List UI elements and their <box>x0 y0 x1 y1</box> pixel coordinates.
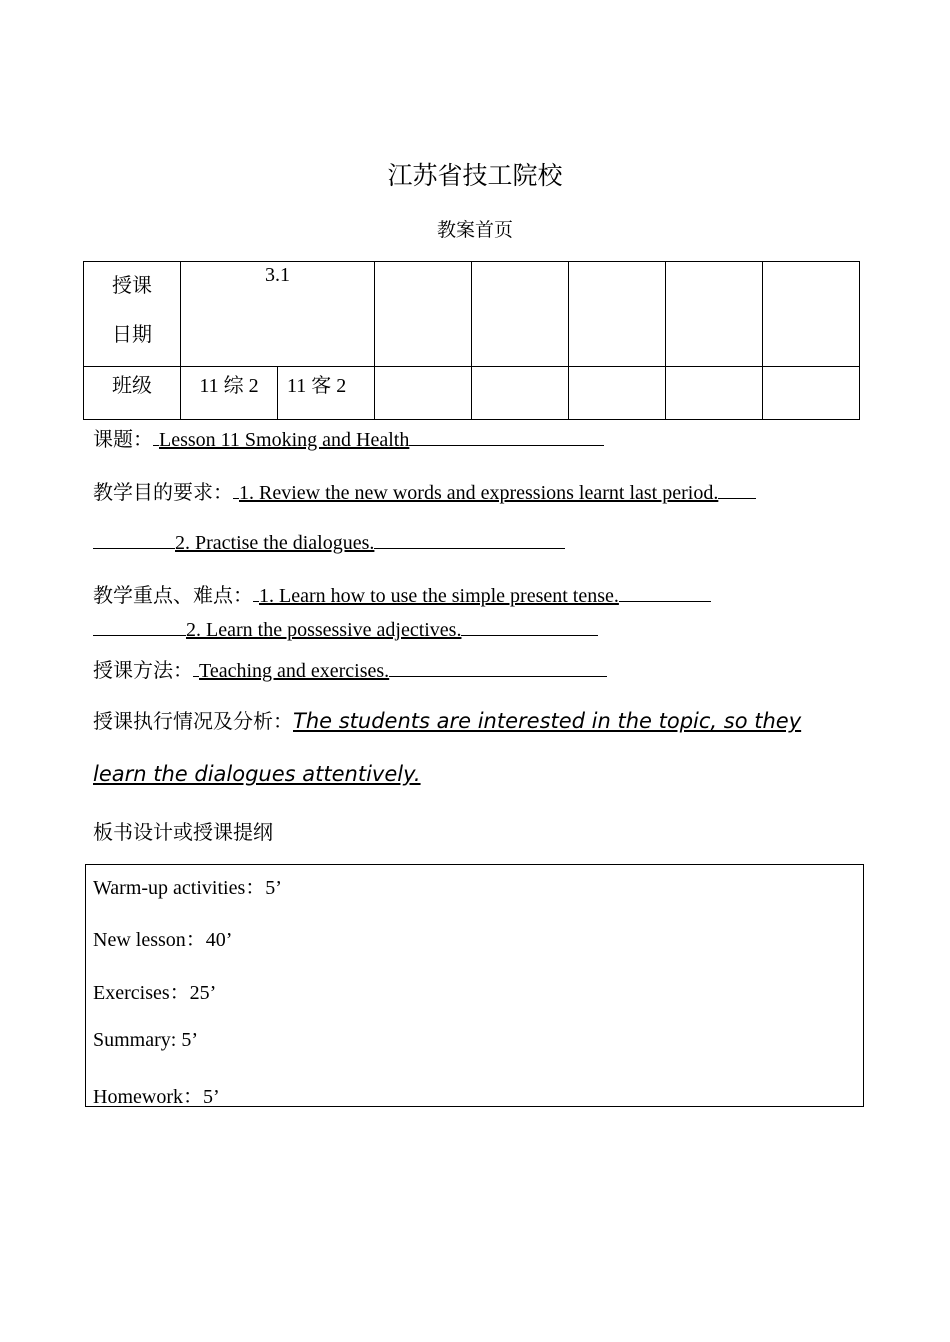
keypoints-item2: 2. Learn the possessive adjectives. <box>186 619 462 641</box>
keypoints-line1 <box>93 579 711 608</box>
empty-cell <box>569 262 666 367</box>
schedule-table <box>83 261 860 420</box>
outline-item: Homework：5’ <box>93 1086 220 1108</box>
outline-item: Warm-up activities：5’ <box>93 877 282 899</box>
topic-value: Lesson 11 Smoking and Health <box>159 429 410 451</box>
analysis-line2 <box>93 762 421 787</box>
keypoints-line2 <box>93 615 598 642</box>
outline-item: New lesson：40’ <box>93 929 233 951</box>
board-design-box <box>85 864 864 1107</box>
topic-label: 课题： <box>93 429 153 451</box>
outline-item: Summary: 5’ <box>93 1029 198 1051</box>
objectives-label: 教学目的要求： <box>93 482 233 504</box>
keypoints-item1: 1. Learn how to use the simple present tense. <box>259 585 619 607</box>
school-title: 江苏省技工院校 <box>387 163 563 190</box>
empty-cell <box>569 367 666 420</box>
class-1-value: 11 综 2 <box>199 375 259 397</box>
date-label-cell <box>84 262 181 367</box>
empty-cell <box>666 367 763 420</box>
date-label-line2: 日期 <box>112 324 152 346</box>
page-subtitle: 教案首页 <box>436 220 513 241</box>
outline-item: Exercises：25’ <box>93 982 217 1004</box>
date-value: 3.1 <box>265 264 290 286</box>
empty-cell <box>666 262 763 367</box>
class-label-cell <box>84 367 181 420</box>
class-1-cell <box>181 367 278 420</box>
date-label-line1: 授课 <box>112 275 152 297</box>
empty-cell <box>472 367 569 420</box>
topic-line <box>93 423 604 452</box>
method-label: 授课方法： <box>93 660 193 682</box>
objectives-line2 <box>93 528 565 555</box>
objectives-item2: 2. Practise the dialogues. <box>175 532 375 554</box>
empty-cell <box>763 367 860 420</box>
class-2-cell <box>278 367 375 420</box>
board-design-label: 板书设计或授课提纲 <box>93 822 273 844</box>
analysis-line1 <box>93 705 801 734</box>
analysis-text-line2: learn the dialogues attentively. <box>93 762 421 786</box>
method-value: Teaching and exercises. <box>199 660 390 682</box>
analysis-label: 授课执行情况及分析： <box>93 711 293 733</box>
keypoints-label: 教学重点、难点： <box>93 585 253 607</box>
method-line <box>93 654 607 683</box>
objectives-item1: 1. Review the new words and expressions learnt last period. <box>239 482 719 504</box>
analysis-text-line1: The students are interested in the topic, so they <box>293 709 802 733</box>
empty-cell <box>375 262 472 367</box>
class-label: 班级 <box>112 375 152 397</box>
objectives-line1 <box>93 476 756 505</box>
empty-cell <box>763 262 860 367</box>
empty-cell <box>375 367 472 420</box>
date-value-cell <box>181 262 375 367</box>
empty-cell <box>472 262 569 367</box>
class-2-value: 11 客 2 <box>287 375 347 397</box>
